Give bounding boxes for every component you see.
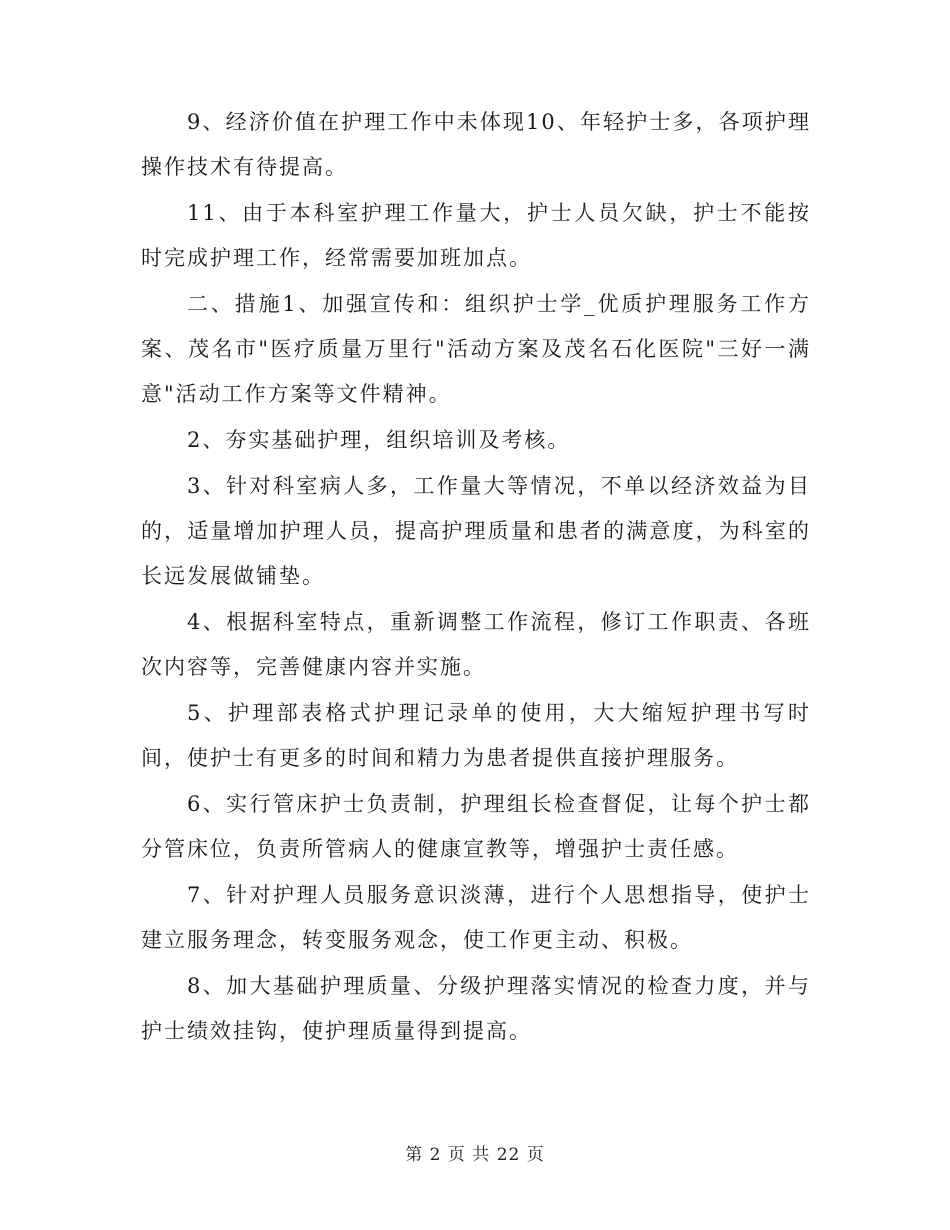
paragraph-measures-8: 8、加大基础护理质量、分级护理落实情况的检查力度，并与护士绩效挂钩，使护理质量得到提高。 (141, 974, 811, 1043)
paragraph-measures-7: 7、针对护理人员服务意识淡薄，进行个人思想指导，使护士建立服务理念，转变服务观念，使工作更主动、积极。 (141, 883, 811, 952)
paragraph-measures-6: 6、实行管床护士负责制，护理组长检查督促，让每个护士都分管床位，负责所管病人的健康宣教等，增强护士责任感。 (141, 792, 811, 861)
page-number-footer: 第 2 页 共 22 页 (405, 1145, 545, 1165)
paragraph-measures-4: 4、根据科室特点，重新调整工作流程，修订工作职责、各班次内容等，完善健康内容并实施。 (141, 610, 811, 679)
paragraph-measures-2: 2、夯实基础护理，组织培训及考核。 (187, 428, 571, 452)
paragraph-item-11: 11、由于本科室护理工作量大，护士人员欠缺，护士不能按时完成护理工作，经常需要加班加点。 (141, 201, 811, 270)
paragraph-measures-1: 二、措施1、加强宣传和：组织护士学_优质护理服务工作方案、茂名市"医疗质量万里行"活动方案及茂名石化医院"三好一满意"活动工作方案等文件精神。 (141, 292, 811, 406)
paragraph-measures-3: 3、针对科室病人多，工作量大等情况，不单以经济效益为目的，适量增加护理人员，提高护理质量和患者的满意度，为科室的长远发展做铺垫。 (141, 474, 811, 588)
document-body (141, 100, 811, 1055)
paragraph-item-9: 9、经济价值在护理工作中未体现10、年轻护士多，各项护理操作技术有待提高。 (141, 110, 811, 179)
paragraph-measures-5: 5、护理部表格式护理记录单的使用，大大缩短护理书写时间，使护士有更多的时间和精力为患者提供直接护理服务。 (141, 701, 811, 770)
